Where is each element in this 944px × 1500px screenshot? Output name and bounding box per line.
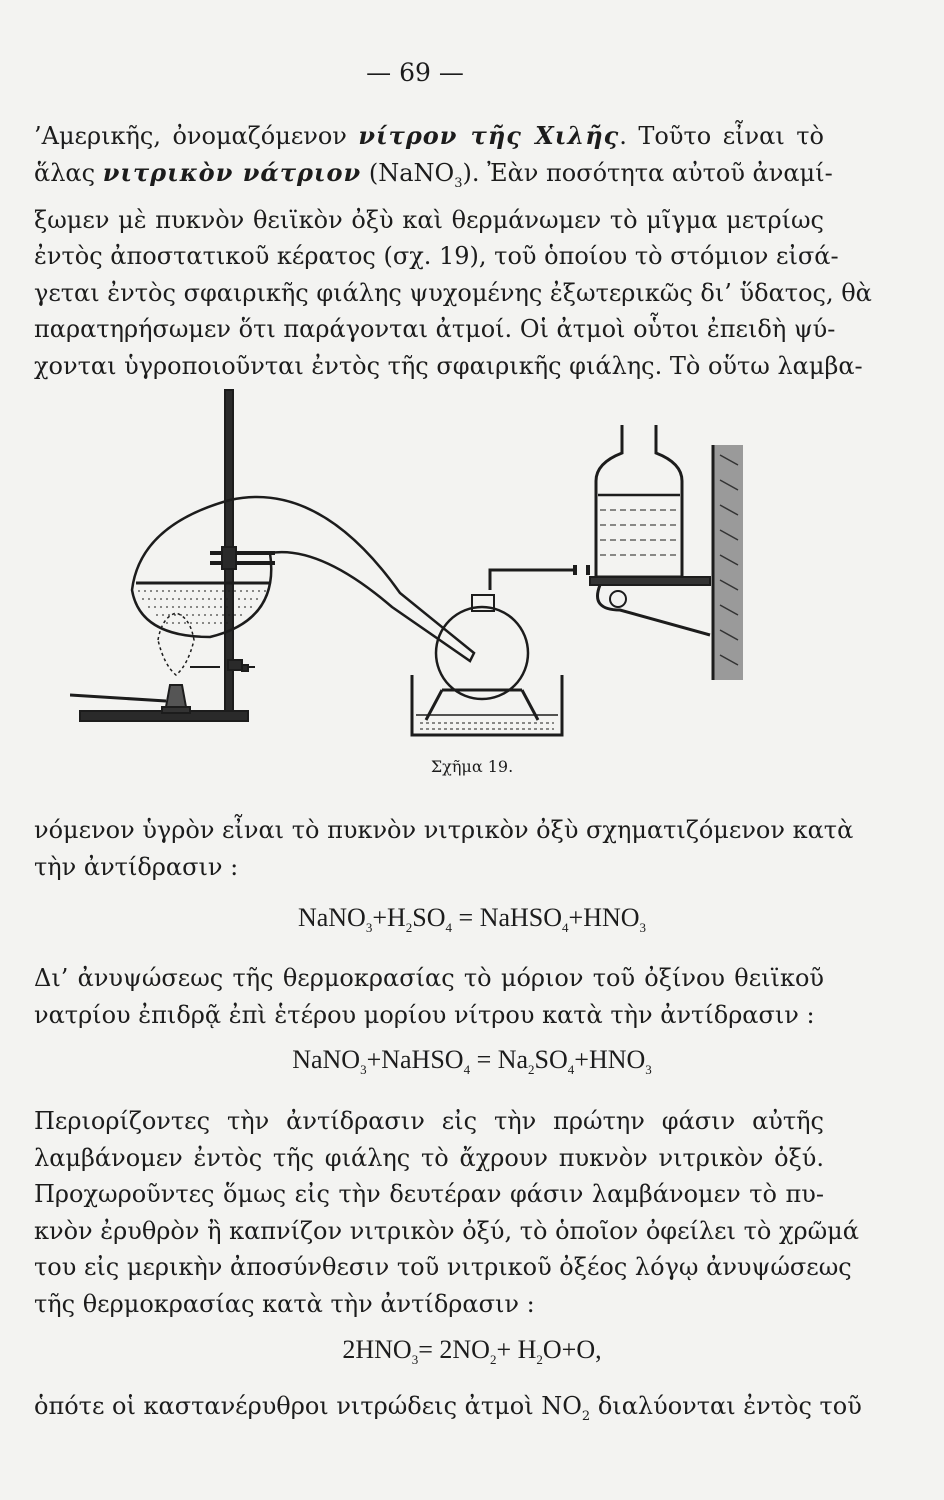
paragraph-temperature — [34, 960, 824, 1033]
equation-1: $NaNO_3+H_2SO_4$ = $NaHSO_4+HNO_3$ — [297, 903, 647, 936]
term-chile-saltpeter: νίτρον τῆς Χιλῆς — [358, 121, 620, 150]
text-line: τὴν ἀντίδρασιν : — [34, 852, 239, 881]
text-line: τῆς θερμοκρασίας κατὰ τὴν ἀντίδρασιν : — [34, 1289, 535, 1318]
figure-19-distillation-apparatus — [70, 385, 760, 750]
text-line: ἐντὸς ἀποστατικοῦ κέρατος (σχ. 19), τοῦ ὁποίου τὸ στόμιον εἰσά- — [34, 242, 839, 271]
text-line: Προχωροῦντες ὅμως εἰς τὴν δευτέραν φάσιν λαμβάνομεν τὸ πυ- — [34, 1180, 824, 1208]
paragraph-intro — [34, 118, 872, 384]
wall — [713, 445, 743, 680]
wall-bracket — [590, 577, 710, 635]
equation-3: $2HNO_3= 2NO_2+ H_2O+O$, — [342, 1335, 602, 1368]
text-line: γεται ἐντὸς σφαιρικῆς φιάλης ψυχομένης ἐξωτερικῶς δι’ ὕδατος, θὰ — [34, 278, 872, 307]
text-line: κνὸν ἐρυθρὸν ἢ καπνίζον νιτρικὸν ὀξύ, τὸ ὁποῖον ὀφείλει τὸ χρῶμά — [34, 1216, 859, 1245]
text-line: νόμενον ὑγρὸν εἶναι τὸ πυκνὸν νιτρικὸν ὀξὺ σχηματιζόμενον κατὰ — [34, 816, 854, 844]
retort — [132, 497, 474, 661]
term-sodium-nitrate: νιτρικὸν νάτριον — [102, 157, 362, 187]
equation-2: NaNO$_3$+NaHSO$_4$ = $Na_2SO_4+HNO_3$ — [292, 1045, 652, 1078]
text-line: λαμβάνομεν ἐντὸς τῆς φιάλης τὸ ἄχρουν πυκνὸν νιτρικὸν ὀξύ. — [34, 1143, 824, 1172]
text-line: ξωμεν μὲ πυκνὸν θειϊκὸν ὀξὺ καὶ θερμάνωμεν τὸ μῖγμα μετρίως — [34, 205, 824, 234]
text-line: χονται ὑγροποιοῦνται ἐντὸς τῆς σφαιρικῆς φιάλης. Τὸ οὕτω λαμβα- — [34, 351, 863, 380]
burner — [70, 613, 194, 713]
text-line: παρατηρήσωμεν ὅτι παράγονται ἀτμοί. Οἱ ἀτμοὶ οὗτοι ἐπειδὴ ψύ- — [34, 315, 836, 344]
paragraph-phases — [34, 1103, 859, 1322]
text-line: Περιορίζοντες τὴν ἀντίδρασιν εἰς τὴν πρώτην φάσιν αὐτῆς — [34, 1107, 824, 1135]
text-line: ὁπότε οἱ καστανέρυθροι νιτρώδεις ἀτμοὶ $NO_2$ διαλύονται ἐντὸς τοῦ — [34, 1392, 862, 1424]
text-line: νατρίου ἐπιδρᾷ ἐπὶ ἑτέρου μορίου νίτρου κατὰ τὴν ἀντίδρασιν : — [34, 1000, 815, 1029]
paragraph-final — [34, 1388, 862, 1435]
page-number: — 69 — — [366, 58, 464, 87]
text-line: Δι’ ἀνυψώσεως τῆς θερμοκρασίας τὸ μόριον τοῦ ὀξίνου θειϊκοῦ — [34, 964, 824, 992]
paragraph-liquid — [34, 812, 854, 885]
text-line: του εἰς μερικὴν ἀποσύνθεσιν τοῦ νιτρικοῦ ὀξέος λόγῳ ἀνυψώσεως — [34, 1253, 852, 1281]
text-line: ’Αμερικῆς, ὀνομαζόμενον νίτρον τῆς Χιλῆς. Τοῦτο εἶναι τὸ — [34, 121, 824, 150]
figure-caption: Σχῆμα 19. — [430, 757, 514, 776]
clamp — [210, 547, 275, 569]
water-bottle — [575, 425, 682, 577]
text-line: ἅλας νιτρικὸν νάτριον (NaNO$_3$). Ἐὰν ποσότητα αὐτοῦ ἀναμί- — [34, 157, 833, 191]
